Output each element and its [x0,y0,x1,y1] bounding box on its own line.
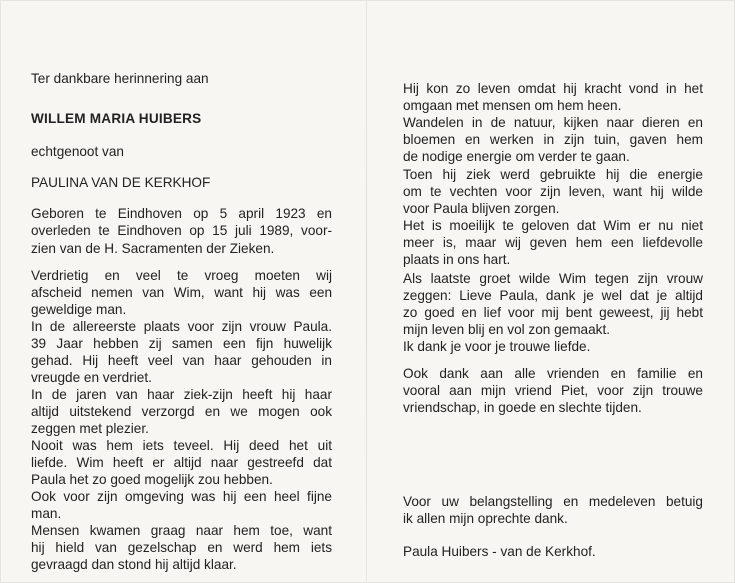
text-line: de nodige energie om verder te gaan. [403,149,630,165]
text-line: plaats in ons hart. [403,252,511,267]
text-line: Wandelen in de natuur, kijken naar dieren en [403,115,703,131]
text-line: zo goed en lief voor mij bent geweest, jij hebt [403,305,703,321]
text-line: overleden te Eindhoven op 15 juli 1989, voor- [31,223,332,239]
card-fold [366,0,367,583]
text-line: vreugde en verdriet. [31,370,152,385]
text-line: meer is, maar wij geven hem een liefdevolle [403,234,703,250]
text-line: omgaan met mensen om hem heen. [403,98,622,114]
text-line: afscheid nemen van Wim, want hij was een [31,285,332,300]
text-line: zeggen: Lieve Paula, dank je wel dat je altijd [403,288,703,304]
text-line: liefde. Wim heeft er altijd naar gestreefd dat [31,455,332,470]
text-line: Het is moeilijk te geloven dat Wim er nu niet [403,217,703,233]
text-line: In de allereerste plaats voor zijn vrouw Paula. [31,319,332,334]
text-line: voor Paula blijven zorgen. [403,200,560,216]
deceased-name: WILLEM MARIA HUIBERS [31,111,202,126]
text-line: gehad. Hij heeft veel van haar gehouden in [31,353,332,368]
text-line: Toen hij ziek werd gebruikte hij die energie [403,166,703,182]
text-line: hij hield van gezelschap en werd hem iets [31,540,332,555]
text-line: Paula het zo goed mogelijk zou hebben. [31,472,273,487]
text-line: vriendschap, in goede en slechte tijden. [403,400,642,416]
text-line: vooral aan mijn vriend Piet, voor zijn trouwe [403,383,703,399]
text-line: Ook voor zijn omgeving was hij een heel fijne [31,489,332,504]
text-line: mijn leven blij en vol zon gemaakt. [403,322,611,338]
text-line: ik allen mijn oprechte dank. [403,511,568,527]
spouse-name: PAULINA VAN DE KERKHOF [31,175,211,190]
text-line: Verdrietig en veel te vroeg moeten wij [31,268,332,283]
text-line: 39 Jaar hebben zij samen een fijn huwelijk [31,336,332,351]
text-line: zien van de H. Sacramenten der Zieken. [31,240,275,256]
text-line: altijd uitstekend verzorgd en we mogen ook [31,404,332,419]
intro-line: Ter dankbare herinnering aan [31,71,209,86]
text-line: Voor uw belangstelling en medeleven betuig [403,494,703,509]
text-line: bloemen en werken in zijn tuin, gaven hem [403,132,703,148]
text-line: In de jaren van haar ziek-zijn heeft hij haar [31,387,332,402]
text-line: zeggen met plezier. [31,421,149,436]
signature: Paula Huibers - van de Kerkhof. [403,544,596,559]
spouse-intro: echtgenoot van [31,144,124,159]
text-line: Geboren te Eindhoven op 5 april 1923 en [31,206,332,221]
text-line: om te vechten voor zijn leven, want hij wilde [403,183,703,199]
text-line: Ik dank je voor je trouwe liefde. [403,339,591,355]
text-line: gevraagd dan stond hij altijd klaar. [31,557,237,572]
text-line: man. [31,506,62,521]
text-line: Als laatste groet wilde Wim tegen zijn vrouw [403,271,703,286]
text-line: Hij kon zo leven omdat hij kracht vond in het [403,81,703,96]
text-line: Ook dank aan alle vrienden en familie en [403,366,703,381]
text-line: geweldige man. [31,302,127,317]
text-line: Nooit was hem iets teveel. Hij deed het uit [31,438,332,453]
text-line: Mensen kwamen graag naar hem toe, want [31,523,332,538]
